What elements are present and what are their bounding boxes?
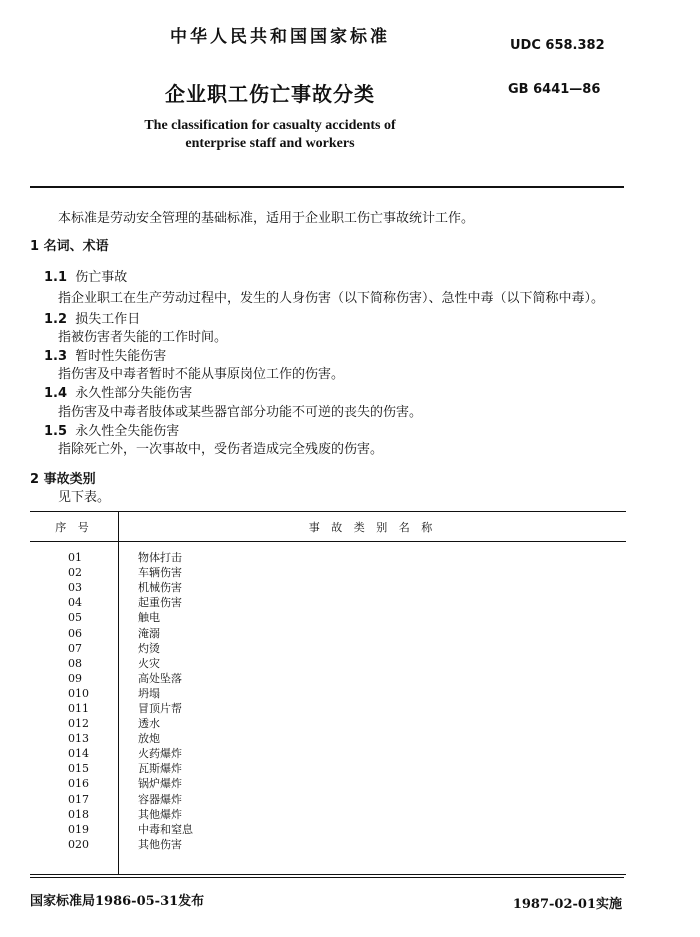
table-row bbox=[30, 550, 626, 565]
term-name: 永久性全失能伤害 bbox=[75, 424, 180, 439]
effective-date: 1987-02-01实施 bbox=[512, 897, 622, 912]
english-title-line1: The classification for casualty accidents of bbox=[144, 118, 396, 133]
term-number: 1.3 bbox=[44, 349, 68, 364]
row-number: 06 bbox=[30, 625, 119, 640]
document-title: 企业职工伤亡事故分类 bbox=[165, 82, 375, 106]
row-number: 016 bbox=[30, 776, 119, 791]
row-category-name: 起重伤害 bbox=[138, 596, 182, 610]
row-number: 013 bbox=[30, 731, 119, 746]
row-category-name: 其他伤害 bbox=[138, 837, 182, 851]
term-number: 1.2 bbox=[44, 312, 68, 327]
issue-date: 国家标准局1986-05-31发布 bbox=[30, 894, 205, 909]
row-category-name: 瓦斯爆炸 bbox=[138, 762, 182, 776]
table-row bbox=[30, 595, 626, 610]
term-name: 损失工作日 bbox=[75, 312, 141, 327]
row-number: 019 bbox=[30, 822, 119, 837]
row-number: 015 bbox=[30, 761, 119, 776]
row-category-name: 其他爆炸 bbox=[138, 807, 182, 821]
section2-note: 见下表。 bbox=[58, 490, 111, 505]
section1-heading: 1 名词、术语 bbox=[30, 239, 109, 254]
term-name: 暂时性失能伤害 bbox=[75, 349, 167, 364]
row-number: 012 bbox=[30, 716, 119, 731]
table-row bbox=[30, 822, 626, 837]
header-divider bbox=[30, 186, 624, 188]
term-item bbox=[44, 266, 127, 285]
table-header-row bbox=[30, 512, 626, 542]
table-row bbox=[30, 716, 626, 731]
row-category-name: 高处坠落 bbox=[138, 671, 182, 685]
table-row bbox=[30, 625, 626, 640]
term-definition: 指企业职工在生产劳动过程中，发生的人身伤害（以下简称伤害）、急性中毒（以下简称中毒）。 bbox=[58, 291, 605, 306]
row-number: 08 bbox=[30, 656, 119, 671]
row-number: 014 bbox=[30, 746, 119, 761]
table-row bbox=[30, 671, 626, 686]
table-row bbox=[30, 580, 626, 595]
column-header-category: 事 故 类 别 名 称 bbox=[119, 512, 627, 542]
row-category-name: 中毒和窒息 bbox=[138, 822, 193, 836]
row-number: 011 bbox=[30, 701, 119, 716]
term-number: 1.4 bbox=[44, 386, 68, 401]
row-number: 09 bbox=[30, 671, 119, 686]
row-number: 03 bbox=[30, 580, 119, 595]
table-row bbox=[30, 746, 626, 761]
term-number: 1.5 bbox=[44, 424, 68, 439]
row-category-name: 火灾 bbox=[138, 656, 160, 670]
row-category-name: 透水 bbox=[138, 717, 160, 731]
row-category-name: 容器爆炸 bbox=[138, 792, 182, 806]
term-number: 1.1 bbox=[44, 270, 68, 285]
row-category-name: 机械伤害 bbox=[138, 581, 182, 595]
row-number: 017 bbox=[30, 792, 119, 807]
term-name: 永久性部分失能伤害 bbox=[75, 386, 193, 401]
table-row bbox=[30, 686, 626, 701]
table-row bbox=[30, 776, 626, 791]
row-number: 07 bbox=[30, 641, 119, 656]
column-header-number: 序 号 bbox=[30, 512, 119, 542]
accident-category-table bbox=[30, 511, 626, 875]
table-row bbox=[30, 761, 626, 776]
row-number: 04 bbox=[30, 595, 119, 610]
table-row bbox=[30, 610, 626, 625]
table-row bbox=[30, 565, 626, 580]
row-category-name: 车辆伤害 bbox=[138, 566, 182, 580]
row-category-name: 冒顶片帮 bbox=[138, 701, 182, 715]
intro-paragraph: 本标准是劳动安全管理的基础标准，适用于企业职工伤亡事故统计工作。 bbox=[58, 211, 475, 226]
term-item bbox=[44, 345, 166, 364]
term-item bbox=[44, 382, 192, 401]
row-number: 020 bbox=[30, 837, 119, 852]
table-body bbox=[30, 542, 626, 875]
row-category-name: 火药爆炸 bbox=[138, 747, 182, 761]
table-row bbox=[30, 641, 626, 656]
row-category-name: 触电 bbox=[138, 611, 160, 625]
udc-code: UDC 658.382 bbox=[510, 38, 605, 53]
table-row bbox=[30, 807, 626, 822]
table-row bbox=[30, 701, 626, 716]
row-category-name: 灼烫 bbox=[138, 641, 160, 655]
row-category-name: 锅炉爆炸 bbox=[138, 777, 182, 791]
table-row bbox=[30, 792, 626, 807]
table-row bbox=[30, 656, 626, 671]
row-category-name: 物体打击 bbox=[138, 551, 182, 565]
term-definition: 指伤害及中毒者暂时不能从事原岗位工作的伤害。 bbox=[58, 367, 345, 382]
term-item bbox=[44, 420, 179, 439]
row-category-name: 淹溺 bbox=[138, 626, 160, 640]
row-number: 018 bbox=[30, 807, 119, 822]
row-category-name: 坍塌 bbox=[138, 686, 160, 700]
term-definition: 指除死亡外，一次事故中，受伤者造成完全残废的伤害。 bbox=[58, 442, 384, 457]
table-row bbox=[30, 837, 626, 852]
row-category-name: 放炮 bbox=[138, 732, 160, 746]
gb-code: GB 6441—86 bbox=[508, 82, 601, 97]
section2-heading: 2 事故类别 bbox=[30, 472, 96, 487]
term-name: 伤亡事故 bbox=[75, 270, 128, 285]
row-number: 010 bbox=[30, 686, 119, 701]
row-number: 01 bbox=[30, 550, 119, 565]
table-row bbox=[30, 731, 626, 746]
term-definition: 指被伤害者失能的工作时间。 bbox=[58, 330, 228, 345]
footer-divider bbox=[30, 877, 624, 878]
row-number: 02 bbox=[30, 565, 119, 580]
english-title-line2: enterprise staff and workers bbox=[185, 136, 355, 151]
term-definition: 指伤害及中毒者肢体或某些器官部分功能不可逆的丧失的伤害。 bbox=[58, 405, 423, 420]
national-standard-title: 中华人民共和国国家标准 bbox=[170, 27, 390, 47]
row-number: 05 bbox=[30, 610, 119, 625]
term-item bbox=[44, 308, 140, 327]
